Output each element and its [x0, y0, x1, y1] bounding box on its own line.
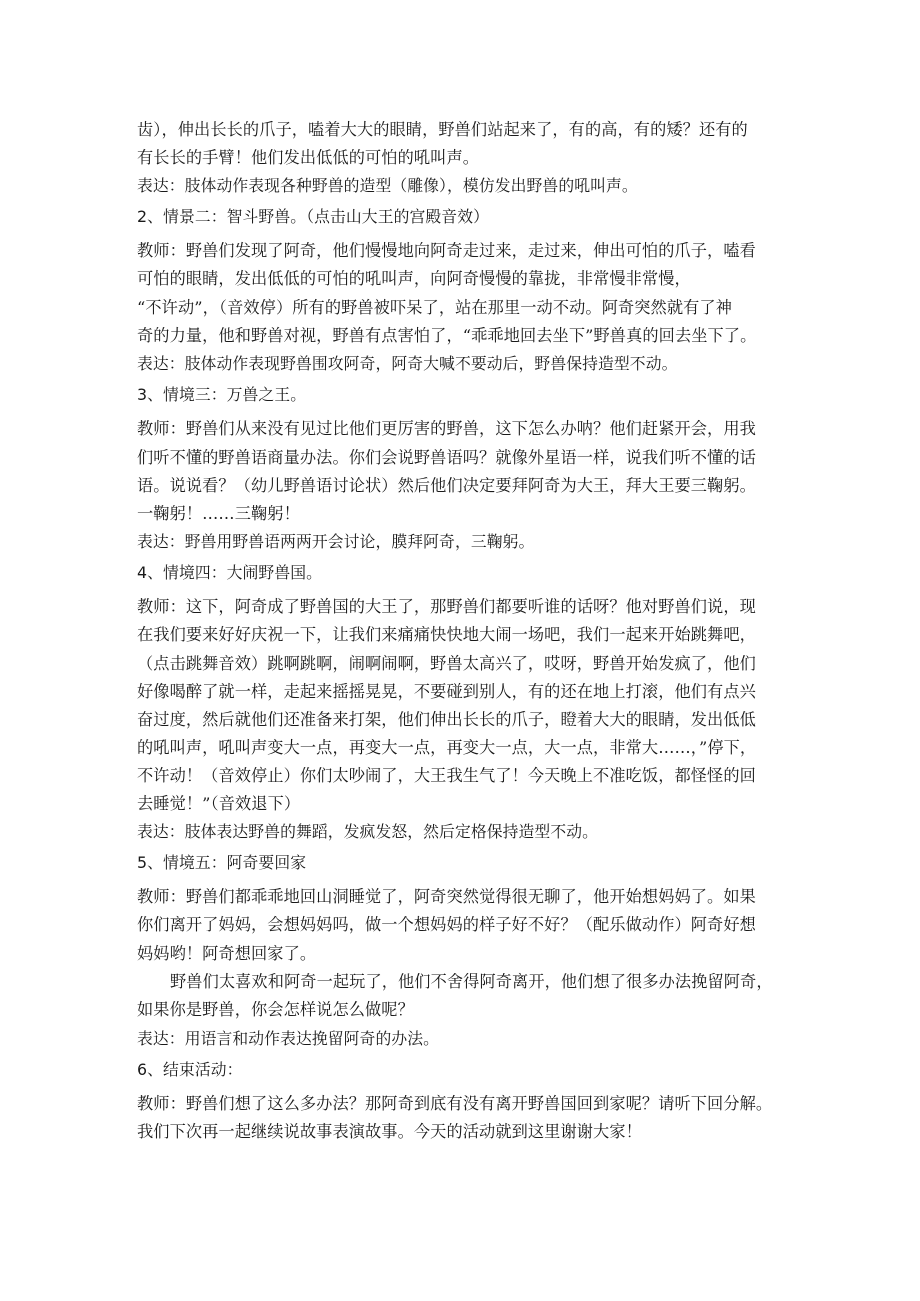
text-line: 奇的力量，他和野兽对视，野兽有点害怕了，“乖乖地回去坐下”野兽真的回去坐下了。 — [137, 326, 757, 345]
text-line: 不许动！（音效停止）你们太吵闹了，大王我生气了！今天晚上不准吃饭，都怪怪的回 — [137, 766, 756, 785]
section-heading: 3、情境三：万兽之王。 — [137, 385, 307, 404]
text-line: 去睡觉！”（音效退下） — [137, 794, 301, 813]
text-line: 表达：肢体表达野兽的舞蹈，发疯发怒，然后定格保持造型不动。 — [137, 822, 599, 841]
text-line: 的吼叫声，吼叫声变大一点，再变大一点，再变大一点，大一点，非常大……，”停下， — [137, 738, 757, 757]
text-line: 表达：用语言和动作表达挽留阿奇的办法。 — [137, 1029, 440, 1048]
text-line: 齿），伸出长长的爪子，嗑着大大的眼睛，野兽们站起来了，有的高，有的矮？还有的 — [137, 120, 748, 139]
text-line: 好像喝醉了就一样，走起来摇摇晃晃，不要碰到别人，有的还在地上打滚，他们有点兴 — [137, 682, 756, 701]
text-line: （点击跳舞音效）跳啊跳啊，闹啊闹啊，野兽太高兴了，哎呀，野兽开始发疯了，他们 — [137, 654, 756, 673]
text-line: 教师：这下，阿奇成了野兽国的大王了，那野兽们都要听谁的话呀？他对野兽们说，现 — [137, 597, 756, 616]
text-line: 表达：肢体动作表现各种野兽的造型（雕像），模仿发出野兽的吼叫声。 — [137, 176, 638, 195]
text-line: 你们离开了妈妈，会想妈妈吗，做一个想妈妈的样子好不好？（配乐做动作）阿奇好想 — [137, 915, 756, 934]
section-heading: 6、结束活动： — [137, 1060, 243, 1079]
section-heading: 2、情景二：智斗野兽。（点击山大王的宫殿音效） — [137, 207, 489, 226]
text-line: 表达：肢体动作表现野兽围攻阿奇，阿奇大喊不要动后，野兽保持造型不动。 — [137, 354, 678, 373]
text-line: 们听不懂的野兽语商量办法。你们会说野兽语吗？就像外星语一样，说我们听不懂的话 — [137, 448, 756, 467]
text-line: 我们下次再一起继续说故事表演故事。今天的活动就到这里谢谢大家！ — [137, 1122, 642, 1141]
section-heading: 5、情境五：阿奇要回家 — [137, 853, 307, 872]
text-line: “不许动”，（音效停）所有的野兽被吓呆了，站在那里一动不动。阿奇突然就有了神 — [137, 298, 732, 317]
text-line: 奋过度，然后就他们还准备来打架，他们伸出长长的爪子，瞪着大大的眼睛，发出低低 — [137, 710, 756, 729]
text-line: 在我们要来好好庆祝一下，让我们来痛痛快快地大闹一场吧，我们一起来开始跳舞吧， — [137, 625, 756, 644]
text-line: 如果你是野兽，你会怎样说怎么做呢？ — [137, 1000, 414, 1019]
text-line: 可怕的眼睛，发出低低的可怕的吼叫声，向阿奇慢慢的靠拢，非常慢非常慢， — [137, 269, 691, 288]
text-line: 语。说说看？（幼儿野兽语讨论状）然后他们决定要拜阿奇为大王，拜大王要三鞠躬。 — [137, 476, 756, 495]
section-heading: 4、情境四：大闹野兽国。 — [137, 563, 323, 582]
text-line: 教师：野兽们都乖乖地回山洞睡觉了，阿奇突然觉得很无聊了，他开始想妈妈了。如果 — [137, 887, 756, 906]
text-line: 野兽们太喜欢和阿奇一起玩了，他们不舍得阿奇离开，他们想了很多办法挽留阿奇， — [170, 972, 773, 991]
text-line: 一鞠躬！……三鞠躬！ — [137, 504, 300, 523]
text-line: 有长长的手臂！他们发出低低的可怕的吼叫声。 — [137, 148, 480, 167]
text-line: 教师：野兽们想了这么多办法？那阿奇到底有没有离开野兽国回到家呢？请听下回分解。 — [137, 1094, 773, 1113]
text-line: 教师：野兽们从来没有见过比他们更厉害的野兽，这下怎么办呐？他们赶紧开会，用我 — [137, 419, 756, 438]
text-line: 表达：野兽用野兽语两两开会讨论，膜拜阿奇，三鞠躬。 — [137, 532, 535, 551]
text-line: 教师：野兽们发现了阿奇，他们慢慢地向阿奇走过来，走过来，伸出可怕的爪子，嗑看 — [137, 241, 756, 260]
text-line: 妈妈哟！阿奇想回家了。 — [137, 944, 317, 963]
